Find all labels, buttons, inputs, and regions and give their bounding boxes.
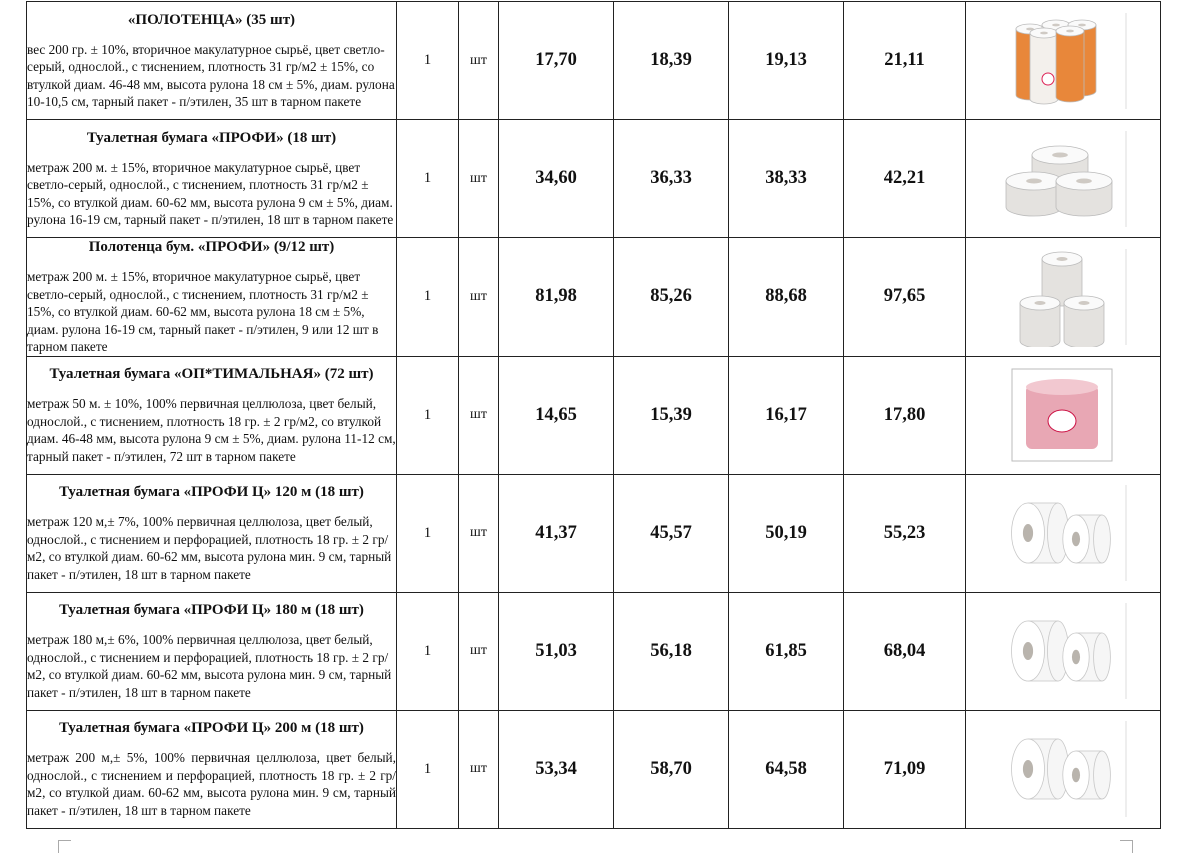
product-cell bbox=[27, 710, 397, 828]
price-cell-2: 18,39 bbox=[614, 2, 729, 120]
quantity-cell: 1 bbox=[397, 592, 459, 710]
unit-cell: шт bbox=[459, 474, 499, 592]
product-title: Туалетная бумага «ПРОФИ» (18 шт) bbox=[86, 129, 337, 146]
product-description: вес 200 гр. ± 10%, вторичное макулатурное сырьё, цвет светло-серый, однослой., с тиснением, плотность 31 гр/м2 ± 15%, со втулкой диам. 46-48 мм, высота рулона 18 см ± 5%, диам. рулона 10-10,5 см, тарный пакет - п/этилен, 35 шт в тарном пакете bbox=[27, 41, 395, 109]
product-image-icon bbox=[998, 483, 1128, 583]
price-cell-3: 19,13 bbox=[729, 2, 844, 120]
unit-cell: шт bbox=[459, 120, 499, 238]
product-cell bbox=[27, 592, 397, 710]
product-image-cell bbox=[966, 356, 1161, 474]
price-cell-2: 58,70 bbox=[614, 710, 729, 828]
price-cell-4: 71,09 bbox=[844, 710, 966, 828]
product-title: Туалетная бумага «ОП*ТИМАЛЬНАЯ» (72 шт) bbox=[49, 366, 374, 382]
price-cell-2: 85,26 bbox=[614, 238, 729, 357]
product-row bbox=[27, 120, 1161, 238]
quantity-cell: 1 bbox=[397, 356, 459, 474]
product-description: метраж 50 м. ± 10%, 100% первичная целлюлоза, цвет белый, однослой., с тиснением, плотность 18 гр. ± 2 гр/м2, со втулкой диам. 46-48 мм, высота рулона 9 см ± 5%, диам. рулона 11-12 см, тарный пакет - п/этилен, 72 шт в тарном пакете bbox=[27, 396, 396, 464]
price-cell-3: 88,68 bbox=[729, 238, 844, 357]
product-image-cell bbox=[966, 710, 1161, 828]
product-image-icon bbox=[998, 129, 1128, 229]
product-image-icon bbox=[998, 11, 1128, 111]
product-image-icon bbox=[998, 601, 1128, 701]
price-table bbox=[26, 1, 1161, 829]
product-image-icon bbox=[998, 719, 1128, 819]
product-row bbox=[27, 710, 1161, 828]
price-cell-4: 42,21 bbox=[844, 120, 966, 238]
product-cell bbox=[27, 120, 397, 238]
page-corner-mark bbox=[58, 840, 71, 853]
product-description: метраж 180 м,± 6%, 100% первичная целлюлоза, цвет белый, однослой., с тиснением и перфорацией, плотность 18 гр. ± 2 гр/м2, со втулкой диам. 60-62 мм, высота рулона мин. 9 см, тарный пакет - п/этилен, 18 шт в тарном пакете bbox=[27, 632, 392, 700]
price-cell-3: 38,33 bbox=[729, 120, 844, 238]
product-cell bbox=[27, 2, 397, 120]
price-cell-2: 15,39 bbox=[614, 356, 729, 474]
price-cell-4: 68,04 bbox=[844, 592, 966, 710]
price-cell-1: 14,65 bbox=[499, 356, 614, 474]
page-corner-mark bbox=[1120, 840, 1133, 853]
product-title: Полотенца бум. «ПРОФИ» (9/12 шт) bbox=[88, 239, 335, 255]
unit-cell: шт bbox=[459, 710, 499, 828]
price-cell-1: 81,98 bbox=[499, 238, 614, 357]
product-image-cell bbox=[966, 120, 1161, 238]
product-description: метраж 200 м. ± 15%, вторичное макулатурное сырьё, цвет светло-серый, однослой., с тиснением, плотность 31 гр/м2 ± 15%, со втулкой диам. 60-62 мм, высота рулона 9 см ± 5%, диам. рулона 16-19 см, тарный пакет - п/этилен, 18 шт в тарном пакете bbox=[27, 159, 394, 227]
product-title: Туалетная бумага «ПРОФИ Ц» 120 м (18 шт) bbox=[59, 484, 364, 500]
quantity-cell: 1 bbox=[397, 2, 459, 120]
product-description: метраж 200 м. ± 15%, вторичное макулатурное сырьё, цвет светло-серый, однослой., с тиснением, плотность 31 гр/м2 ± 15%, со втулкой диам. 60-62 мм, высота рулона 18 см ± 5%, диам. рулона 16-19 см, тарный пакет - п/этилен, 9 или 12 шт в тарном пакете bbox=[27, 269, 379, 354]
product-row bbox=[27, 592, 1161, 710]
product-row bbox=[27, 2, 1161, 120]
product-image-cell bbox=[966, 238, 1161, 357]
product-image-cell bbox=[966, 2, 1161, 120]
product-row bbox=[27, 356, 1161, 474]
price-cell-2: 36,33 bbox=[614, 120, 729, 238]
price-cell-4: 21,11 bbox=[844, 2, 966, 120]
product-image-icon bbox=[998, 365, 1128, 465]
unit-cell: шт bbox=[459, 356, 499, 474]
price-cell-4: 97,65 bbox=[844, 238, 966, 357]
product-description: метраж 120 м,± 7%, 100% первичная целлюлоза, цвет белый, однослой., с тиснением и перфорацией, плотность 18 гр. ± 2 гр/м2, со втулкой диам. 60-62 мм, высота рулона мин. 9 см, тарный пакет - п/этилен, 18 шт в тарном пакете bbox=[27, 514, 392, 582]
product-image-cell bbox=[966, 592, 1161, 710]
price-cell-3: 64,58 bbox=[729, 710, 844, 828]
product-row bbox=[27, 474, 1161, 592]
price-cell-2: 45,57 bbox=[614, 474, 729, 592]
product-title: Туалетная бумага «ПРОФИ Ц» 200 м (18 шт) bbox=[59, 720, 364, 736]
unit-cell: шт bbox=[459, 592, 499, 710]
product-row bbox=[27, 238, 1161, 357]
product-title: «ПОЛОТЕНЦА» (35 шт) bbox=[127, 11, 296, 28]
unit-cell: шт bbox=[459, 238, 499, 357]
product-image-cell bbox=[966, 474, 1161, 592]
price-cell-1: 51,03 bbox=[499, 592, 614, 710]
unit-cell: шт bbox=[459, 2, 499, 120]
product-description: метраж 200 м,± 5%, 100% первичная целлюлоза, цвет белый, однослой., с тиснением и перфорацией, плотность 18 гр. ± 2 гр/м2, со втулкой диам. 60-62 мм, высота рулона мин. 9 см, тарный пакет - п/этилен, 18 шт в тарном пакете bbox=[27, 750, 396, 818]
product-title: Туалетная бумага «ПРОФИ Ц» 180 м (18 шт) bbox=[59, 602, 364, 618]
price-cell-3: 16,17 bbox=[729, 356, 844, 474]
price-cell-2: 56,18 bbox=[614, 592, 729, 710]
product-image-icon bbox=[998, 247, 1128, 347]
quantity-cell: 1 bbox=[397, 474, 459, 592]
quantity-cell: 1 bbox=[397, 238, 459, 357]
price-cell-1: 53,34 bbox=[499, 710, 614, 828]
price-cell-3: 50,19 bbox=[729, 474, 844, 592]
price-cell-1: 17,70 bbox=[499, 2, 614, 120]
quantity-cell: 1 bbox=[397, 120, 459, 238]
price-cell-4: 55,23 bbox=[844, 474, 966, 592]
price-cell-3: 61,85 bbox=[729, 592, 844, 710]
product-cell bbox=[27, 356, 397, 474]
price-cell-4: 17,80 bbox=[844, 356, 966, 474]
product-cell bbox=[27, 238, 397, 357]
price-cell-1: 41,37 bbox=[499, 474, 614, 592]
price-cell-1: 34,60 bbox=[499, 120, 614, 238]
product-cell bbox=[27, 474, 397, 592]
quantity-cell: 1 bbox=[397, 710, 459, 828]
